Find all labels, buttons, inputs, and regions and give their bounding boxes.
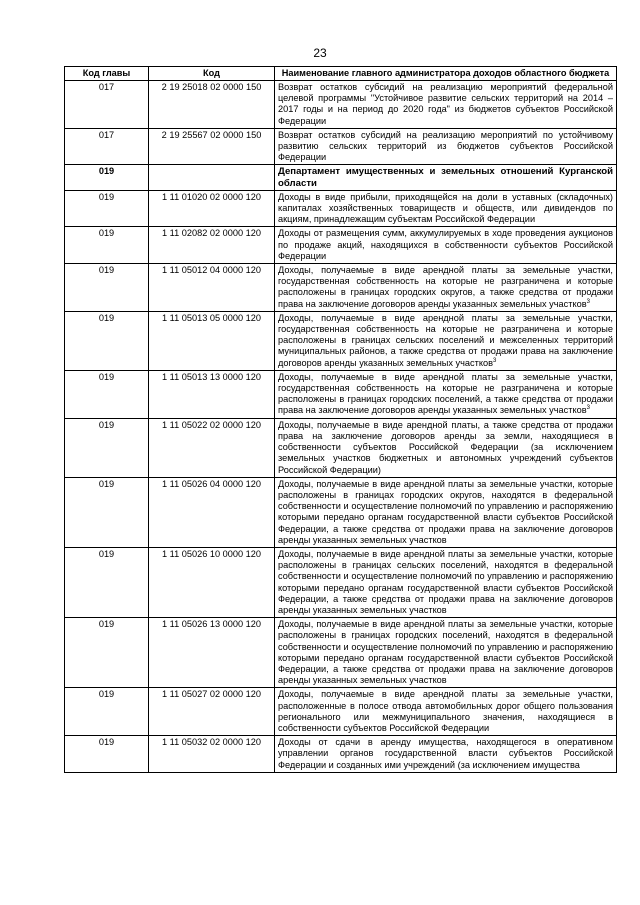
table-row (65, 618, 617, 688)
table-row (65, 190, 617, 227)
glava-cell: 019 (65, 190, 149, 227)
header-name: Наименование главного администратора доходов областного бюджета (275, 67, 617, 81)
table-row (65, 688, 617, 736)
table-row (65, 264, 617, 312)
name-cell (275, 477, 617, 547)
name-cell (275, 190, 617, 227)
table-row (65, 227, 617, 264)
code-cell: 1 11 01020 02 0000 120 (149, 190, 275, 227)
code-cell: 1 11 05022 02 0000 120 (149, 418, 275, 477)
code-cell: 1 11 05026 13 0000 120 (149, 618, 275, 688)
name-cell (275, 736, 617, 773)
code-cell: 1 11 05026 04 0000 120 (149, 477, 275, 547)
name-cell (275, 81, 617, 129)
name-cell (275, 128, 617, 165)
glava-cell: 019 (65, 547, 149, 617)
name-text: Доходы, получаемые в виде арендной платы за земельные участки, которые расположены в границах сельских поселений, находятся в федеральной собственности и осуществление полномочий по управлению и распоряжению которыми передано органам государственной власти субъектов Российской Федерации, а также средства от продажи права на заключение договоров аренды указанных земельных участков (278, 548, 613, 615)
footnote-marker: 3 (586, 405, 590, 412)
code-cell: 2 19 25567 02 0000 150 (149, 128, 275, 165)
table-row (65, 311, 617, 370)
name-cell (275, 165, 617, 190)
name-text: Департамент имущественных и земельных отношений Курганской области (278, 166, 613, 189)
name-cell (275, 370, 617, 418)
glava-cell: 019 (65, 418, 149, 477)
header-code: Код (149, 67, 275, 81)
name-cell (275, 688, 617, 736)
glava-cell: 019 (65, 370, 149, 418)
code-cell: 1 11 05013 05 0000 120 (149, 311, 275, 370)
name-text: Доходы, получаемые в виде арендной платы за земельные участки, которые расположены в границах городских поселений, находятся в федеральной собственности и осуществление полномочий по управлению и распоряжению которыми передано органам государственной власти субъектов Российской Федерации, а также средства от продажи права на заключение договоров аренды указанных земельных участков (278, 619, 613, 686)
header-row (65, 67, 617, 81)
name-cell (275, 418, 617, 477)
glava-cell: 019 (65, 477, 149, 547)
table-row (65, 370, 617, 418)
name-text: Доходы в виде прибыли, приходящейся на доли в уставных (складочных) капиталах хозяйственных товариществ и обществ, или дивидендов по акциям, принадлежащим субъектам Российской Федерации (278, 191, 613, 225)
table-row (65, 477, 617, 547)
name-cell (275, 547, 617, 617)
revenue-administrators-table (64, 66, 617, 773)
page-number: 23 (313, 46, 327, 60)
name-text: Доходы, получаемые в виде арендной платы за земельные участки, государственная собственность на которые не разграничена и которые расположены в границах городских округов, а также средства от продажи права на заключение договоров аренды указанных земельных участков (278, 265, 613, 309)
code-cell: 1 11 05013 13 0000 120 (149, 370, 275, 418)
name-cell (275, 618, 617, 688)
code-cell: 1 11 05012 04 0000 120 (149, 264, 275, 312)
table-body (65, 81, 617, 773)
name-text: Доходы от размещения сумм, аккумулируемых в ходе проведения аукционов по продаже акций, находящихся в собственности субъектов Российской Федерации (278, 228, 613, 261)
code-cell: 1 11 05032 02 0000 120 (149, 736, 275, 773)
name-text: Доходы от сдачи в аренду имущества, находящегося в оперативном управлении органов государственной власти субъектов Российской Федерации и созданных ими учреждений (за исключением имущества (278, 737, 613, 770)
glava-cell: 017 (65, 128, 149, 165)
name-text: Возврат остатков субсидий на реализацию мероприятий по устойчивому развитию сельских территорий из бюджетов субъектов Российской Федерации (278, 129, 613, 163)
name-text: Доходы, получаемые в виде арендной платы за земельные участки, государственная собственность на которые не разграничена и которые расположены в границах городских поселений, а также средства от продажи права на заключение договоров аренды указанных земельных участков (278, 371, 613, 416)
table-row (65, 81, 617, 129)
table-header (65, 67, 617, 81)
code-cell: 1 11 02082 02 0000 120 (149, 227, 275, 264)
glava-cell: 019 (65, 165, 149, 190)
name-text: Доходы, получаемые в виде арендной платы за земельные участки, которые расположены в границах городских округов, находятся в федеральной собственности и осуществление полномочий по управлению и распоряжению которыми передано органам государственной власти субъектов Российской Федерации, а также средства от продажи права на заключение договоров аренды указанных земельных участков (278, 478, 613, 545)
table-row (65, 736, 617, 773)
name-text: Доходы, получаемые в виде арендной платы за земельные участки, государственная собственность на которые не разграничена и которые расположены в границах сельских поселений и межселенных территорий муниципальных районов, а также средства от продажи права на заключение договоров аренды указанных земельных участков (278, 312, 613, 368)
glava-cell: 019 (65, 264, 149, 312)
name-text: Доходы, получаемые в виде арендной платы, а также средства от продажи права на заключение договоров аренды за земли, находящиеся в собственности субъектов Российской Федерации (за исключением земельных участков бюджетных и автономных учреждений субъектов Российской Федерации) (278, 419, 613, 475)
glava-cell: 019 (65, 618, 149, 688)
glava-cell: 019 (65, 688, 149, 736)
glava-cell: 019 (65, 311, 149, 370)
name-cell (275, 264, 617, 312)
name-cell (275, 227, 617, 264)
name-text: Возврат остатков субсидий на реализацию мероприятий федеральной целевой программы "Устойчивое развитие сельских территорий на 2014 – 2017 годы и на период до 2020 года" из бюджетов субъектов Российской Федерации (278, 82, 613, 126)
footnote-marker: 3 (492, 357, 497, 364)
table-row (65, 547, 617, 617)
code-cell: 1 11 05026 10 0000 120 (149, 547, 275, 617)
glava-cell: 019 (65, 736, 149, 773)
footnote-marker: 3 (586, 298, 590, 305)
code-cell: 1 11 05027 02 0000 120 (149, 688, 275, 736)
section-header-row (65, 165, 617, 190)
name-text: Доходы, получаемые в виде арендной платы за земельные участки, расположенные в полосе отвода автомобильных дорог общего пользования регионального или межмуниципального значения, находящиеся в собственности субъектов Российской Федерации (278, 689, 613, 733)
name-cell (275, 311, 617, 370)
glava-cell: 019 (65, 227, 149, 264)
table-row (65, 418, 617, 477)
glava-cell: 017 (65, 81, 149, 129)
code-cell: 2 19 25018 02 0000 150 (149, 81, 275, 129)
table-row (65, 128, 617, 165)
code-cell (149, 165, 275, 190)
header-glava: Код главы (65, 67, 149, 81)
